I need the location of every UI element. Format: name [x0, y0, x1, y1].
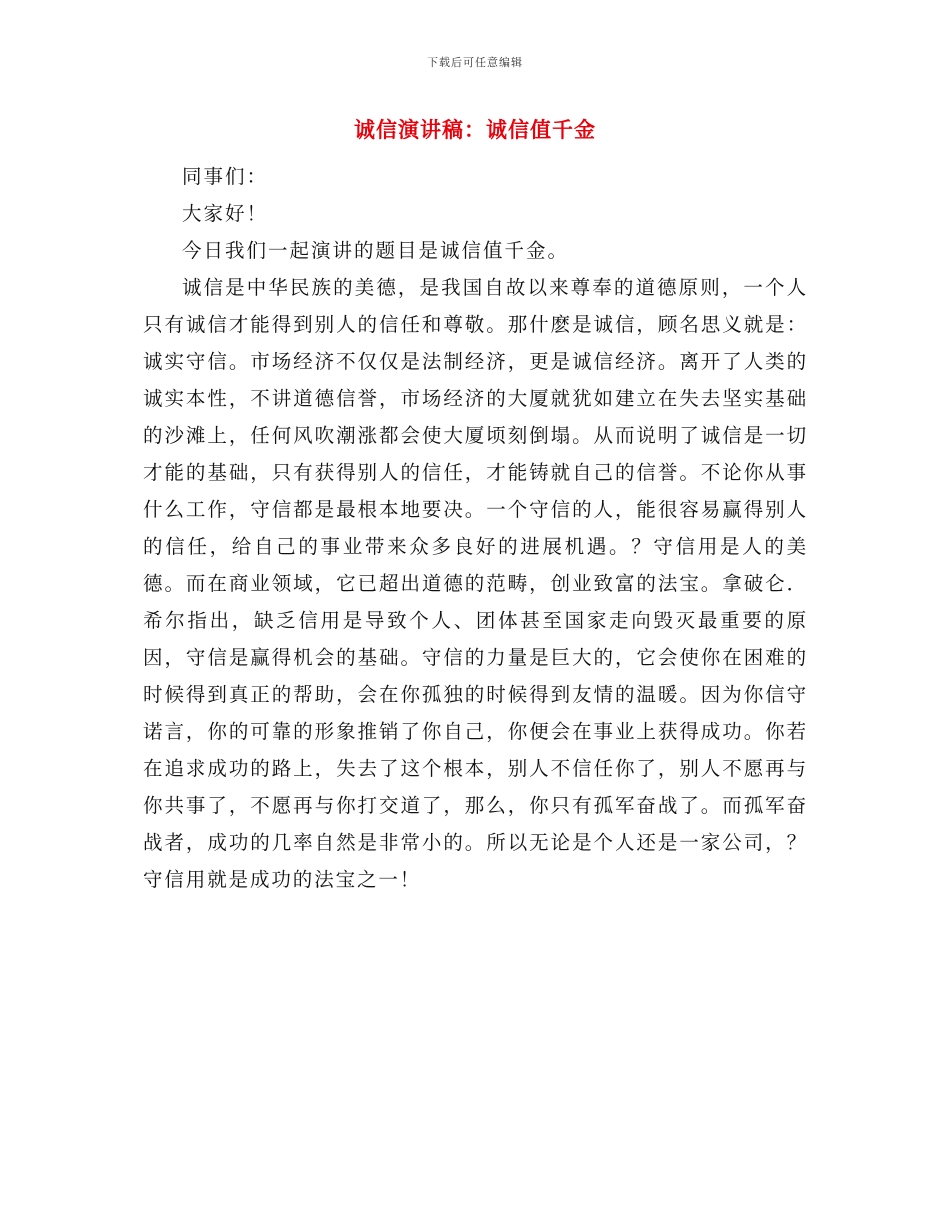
greeting-paragraph: 同事们： — [182, 165, 269, 188]
document-title: 诚信演讲稿：诚信值千金 — [354, 117, 596, 142]
hello-paragraph: 大家好！ — [182, 202, 269, 225]
page-header-note: 下载后可任意编辑 — [427, 56, 523, 69]
document-body — [143, 158, 808, 898]
intro-paragraph: 今日我们一起演讲的题目是诚信值千金。 — [182, 239, 570, 262]
main-paragraph: 诚信是中华民族的美德，是我国自故以来尊奉的道德原则，一个人只有诚信才能得到别人的信任和尊敬。那什麽是诚信，顾名思义就是：诚实守信。市场经济不仅仅是法制经济，更是诚信经济。离开了人类的诚实本性，不讲道德信誉，市场经济的大厦就犹如建立在失去坚实基础的沙滩上，任何风吹潮涨都会使大厦顷刻倒塌。从而说明了诚信是一切才能的基础，只有获得别人的信任，才能铸就自己的信誉。不论你从事什么工作，守信都是最根本地要决。一个守信的人，能很容易赢得别人的信任，给自己的事业带来众多良好的进展机遇。？守信用是人的美德。而在商业领域，它已超出道德的范畴，创业致富的法宝。拿破仑．希尔指出，缺乏信用是导致个人、团体甚至国家走向毁灭最重要的原因，守信是赢得机会的基础。守信的力量是巨大的，它会使你在困难的时候得到真正的帮助，会在你孤独的时候得到友情的温暖。因为你信守诺言，你的可靠的形象推销了你自己，你便会在事业上获得成功。你若在追求成功的路上，失去了这个根本，别人不信任你了，别人不愿再与你共事了，不愿再与你打交道了，那么，你只有孤军奋战了。而孤军奋战者，成功的几率自然是非常小的。所以无论是个人还是一家公司，？守信用就是成功的法宝之一！ — [143, 276, 808, 891]
